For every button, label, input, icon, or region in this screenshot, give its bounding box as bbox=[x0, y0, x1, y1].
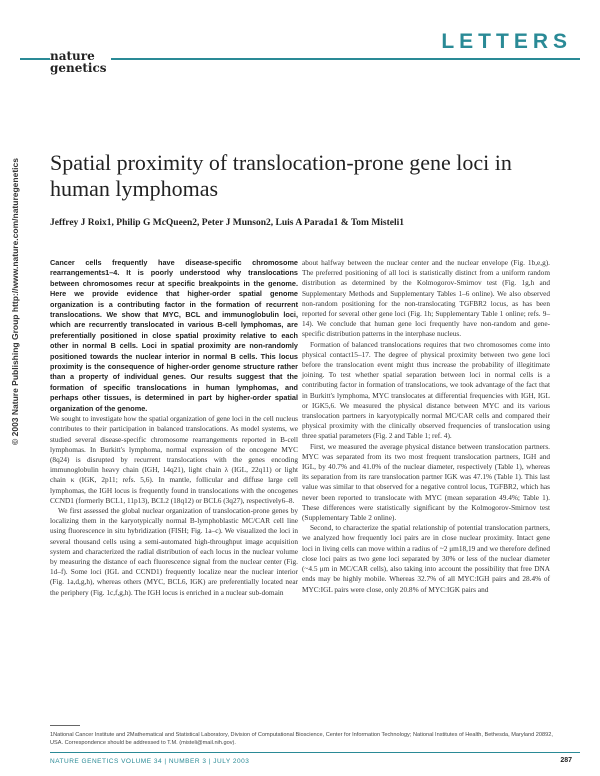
body-paragraph: We sought to investigate how the spatial organization of gene loci in the cell nucleus contributes to their participation in balanced translocations. As model systems, we studied several disease-specific chromosome rearrangements reported in B-cell lymphomas. In Burkitt's lymphoma, normal expression of the oncogene MYC (8q24) is disrupted by recurrent translocations with the genes encoding immunoglobulin heavy chain (IGH, 14q21), light chain λ (IGL, 22q11) or light chain κ (IGK, 2p11; refs. 5,6). In mantle, follicular and diffuse large cell lymphomas, the IGH locus is frequently found in translocations with the oncogenes CCND1 (formerly BCL1, 11p13), BCL2 (18q12) or BCL6 (3q27), respectively6–8. bbox=[50, 414, 298, 505]
body-paragraph: about halfway between the nuclear center and the nuclear envelope (Fig. 1b,e,g). The preferred positioning of all loci is statistically distinct from a uniform random distribution as determined by the Kolmogorov-Smirnov test (Fig. 1g,h and Supplementary Methods and Supplementary Tables 1–6 online). We also observed non-random positioning for the non-translocating TGFBR2 locus, as has been reported for several other gene loci (Fig. 1h; Supplementary Table 1 online; refs. 9–14). We conclude that human gene loci frequently have non-random and gene-specific distribution patterns in the interphase nucleus. bbox=[302, 258, 550, 339]
body-paragraph: Formation of balanced translocations requires that two chromosomes come into physical contact15–17. The degree of physical proximity between two gene loci before the translocation event might thus increase the probability of illegitimate joining. To test whether spatial separation between loci in normal cells is a contributing factor in formation of translocations, we took advantage of the fact that in Burkitt's lymphoma, MYC translocates at differential frequencies with IGH, IGL or IGK5,6. We measured the physical distance between MYC and its various translocation partners in karyotypically normal MC/CAR cells and compared their physical proximity with the clinically observed frequencies of translocation using three spatial parameters (Fig. 2 and Table 1; ref. 4). bbox=[302, 339, 550, 441]
abstract: Cancer cells frequently have disease-specific chromosome rearrangements1–4. It is poorly understood why translocations between chromosomes recur at specific breakpoints in the genome. Here we provide evidence that higher-order spatial genome organization is a contributing factor in the formation of recurrent translocations. We show that MYC, BCL and immunoglobulin loci, which are recurrently translocated in various B-cell lymphomas, are preferentially positioned in close spatial proximity relative to each other in normal B cells. Loci in spatial proximity are non-randomly positioned towards the nuclear interior in normal B cells. This locus proximity is the consequence of higher-order genome structure rather than a property of individual genes. Our results suggest that the formation of specific translocations in human lymphomas, and perhaps other tissues, is determined in part by higher-order spatial organization of the genome. bbox=[50, 258, 298, 413]
logo-line-nature: nature bbox=[50, 49, 95, 63]
body-paragraph: First, we measured the average physical distance between translocation partners. MYC was separated from its two most frequent translocation partners, IGH and IGL, by 40.7% and 41.0% of the nuclear diameter, respectively (Table 1), whereas its separation from its rare translocation partner IGK was 47.1% (Table 1). This last value was similar to that observed for a negative control locus, TGFBR2, which has never been reported to translocate with MYC (mean separation 49.4%; Table 1). These differences were statistically significant by the Kolmogorov-Smirnov test (Supplementary Table 2 online). bbox=[302, 441, 550, 523]
header-band bbox=[0, 0, 600, 75]
page-number: 287 bbox=[560, 757, 572, 764]
footer-journal-line: NATURE GENETICS VOLUME 34 | NUMBER 3 | JULY 2003 bbox=[50, 758, 250, 765]
logo-line-genetics: genetics bbox=[50, 61, 107, 75]
author-list: Jeffrey J Roix1, Philip G McQueen2, Peter J Munson2, Luis A Parada1 & Tom Misteli1 bbox=[50, 218, 405, 228]
affiliation-footnote: 1National Cancer Institute and 2Mathematical and Statistical Laboratory, Division of Computational Bioscience, Center for Information Technology; National Institutes of Health, Bethesda, Maryland 20892, USA. Correspondence should be addressed to T.M. (misteli@mail.nih.gov). bbox=[50, 732, 553, 746]
column-right bbox=[302, 258, 550, 595]
article-title: Spatial proximity of translocation-prone gene loci in human lymphomas bbox=[50, 150, 512, 201]
footnote-rule bbox=[50, 725, 80, 726]
section-label: LETTERS bbox=[441, 30, 572, 53]
column-left bbox=[50, 258, 298, 598]
journal-logo bbox=[50, 48, 111, 76]
body-paragraph: Second, to characterize the spatial relationship of potential translocation partners, we analyzed how frequently loci pairs are in close nuclear proximity. Intact gene loci in living cells can move within a radius of ~2 μm18,19 and we therefore defined close loci pairs as two gene loci separated by 30% or less of the nuclear diameter (~4.5 μm in MC/CAR cells), also taking into account the possibility that free DNA ends may be highly mobile. Whereas 32.7% of all MYC:IGH pairs and 28.4% of MYC:IGL pairs were close, only 20.8% of MYC:IGK pairs and bbox=[302, 523, 550, 594]
body-paragraph: We first assessed the global nuclear organization of translocation-prone genes by localizing them in the karyotypically normal B-lymphoblastic MC/CAR cell line using fluorescence in situ hybridization (FISH; Fig. 1a–c). We visualized the loci in several thousand cells using a semi-automated high-throughput image acquisition system and characterized the radial distribution of each locus in the nuclear volume by measuring the distance of each fluorescence signal from the nuclear center (Fig. 1d–f). Some loci (IGL and CCND1) frequently localize near the nuclear interior (Fig. 1a,d,g,h), whereas others (MYC, BCL6, IGK) are preferentially located near the periphery (Fig. 1c,f,g,h). The IGH locus is enriched in a nuclear sub-domain bbox=[50, 505, 298, 597]
footer-rule bbox=[50, 752, 580, 753]
copyright-side-credit: © 2003 Nature Publishing Group http://www.nature.com/naturegenetics bbox=[10, 158, 20, 445]
